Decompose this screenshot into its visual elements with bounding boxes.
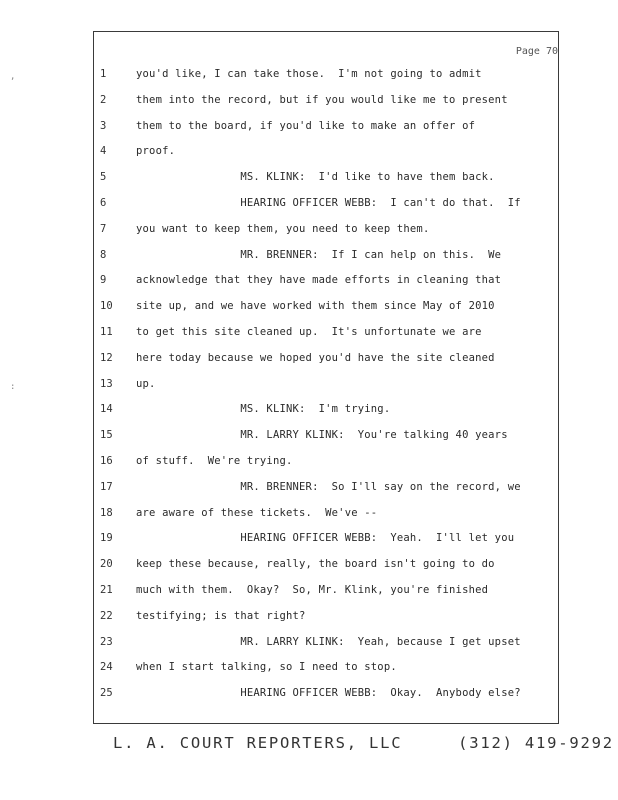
transcript-page-frame	[93, 31, 559, 724]
line-number: 17	[100, 480, 113, 493]
line-text: keep these because, really, the board isn't going to do	[136, 558, 495, 571]
line-number: 16	[100, 455, 113, 467]
line-text: much with them. Okay? So, Mr. Klink, you're finished	[136, 584, 489, 596]
transcript-line	[94, 378, 558, 398]
line-text: testifying; is that right?	[136, 609, 306, 622]
page-number-label: Page 70	[515, 46, 558, 57]
line-number: 19	[100, 532, 113, 545]
line-number: 8	[100, 248, 107, 261]
transcript-line	[94, 636, 558, 656]
line-text: MR. LARRY KLINK: Yeah, because I get upset	[136, 635, 521, 648]
line-number: 23	[100, 635, 113, 648]
transcript-line	[94, 610, 558, 630]
transcript-line	[94, 300, 558, 320]
transcript-line	[94, 145, 558, 165]
line-number: 14	[100, 403, 113, 416]
line-text: them to the board, if you'd like to make an offer of	[136, 119, 476, 132]
line-text: of stuff. We're trying.	[136, 455, 293, 467]
line-number: 12	[100, 351, 113, 364]
transcript-line	[94, 274, 558, 294]
line-number: 22	[100, 609, 113, 622]
line-text: MS. KLINK: I'd like to have them back.	[136, 171, 495, 184]
line-text: MR. LARRY KLINK: You're talking 40 years	[136, 429, 508, 442]
line-number: 1	[100, 68, 107, 80]
transcript-body	[94, 32, 558, 723]
line-number: 21	[100, 584, 113, 596]
transcript-line	[94, 429, 558, 449]
margin-mark: :	[10, 382, 16, 392]
line-text: HEARING OFFICER WEBB: I can't do that. If	[136, 197, 521, 209]
line-text: here today because we hoped you'd have the site cleaned	[136, 351, 495, 364]
line-number: 3	[100, 119, 107, 132]
transcript-line	[94, 687, 558, 707]
line-text: are aware of these tickets. We've --	[136, 506, 378, 519]
line-number: 11	[100, 326, 113, 338]
line-number: 13	[100, 377, 113, 390]
line-text: them into the record, but if you would like me to present	[136, 93, 508, 106]
transcript-line	[94, 223, 558, 243]
line-text: when I start talking, so I need to stop.	[136, 661, 397, 674]
transcript-line	[94, 403, 558, 423]
line-number: 15	[100, 429, 113, 442]
line-text: acknowledge that they have made efforts in cleaning that	[136, 274, 502, 287]
line-text: you'd like, I can take those. I'm not going to admit	[136, 68, 482, 80]
line-number: 10	[100, 300, 113, 313]
line-text: site up, and we have worked with them since May of 2010	[136, 300, 495, 313]
line-text: MR. BRENNER: So I'll say on the record, we	[136, 480, 521, 493]
line-number: 24	[100, 661, 113, 674]
transcript-line	[94, 507, 558, 527]
line-number: 18	[100, 506, 113, 519]
line-text: up.	[136, 377, 156, 390]
line-text: MS. KLINK: I'm trying.	[136, 403, 391, 416]
transcript-line	[94, 171, 558, 191]
line-text: MR. BRENNER: If I can help on this. We	[136, 248, 502, 261]
line-number: 5	[100, 171, 107, 184]
transcript-line	[94, 249, 558, 269]
transcript-line	[94, 584, 558, 604]
line-text: HEARING OFFICER WEBB: Okay. Anybody else?	[136, 687, 521, 700]
transcript-line	[94, 197, 558, 217]
line-number: 6	[100, 197, 107, 209]
line-text: HEARING OFFICER WEBB: Yeah. I'll let you	[136, 532, 515, 545]
transcript-line	[94, 532, 558, 552]
line-number: 9	[100, 274, 107, 287]
transcript-line	[94, 455, 558, 475]
margin-mark: ,	[10, 72, 16, 82]
transcript-line	[94, 352, 558, 372]
transcript-line	[94, 558, 558, 578]
transcript-line	[94, 326, 558, 346]
line-text: proof.	[136, 145, 176, 158]
transcript-line	[94, 68, 558, 88]
line-number: 20	[100, 558, 113, 571]
transcript-line	[94, 481, 558, 501]
line-number: 2	[100, 93, 107, 106]
transcript-line	[94, 661, 558, 681]
transcript-line	[94, 94, 558, 114]
line-number: 7	[100, 222, 107, 235]
line-number: 4	[100, 145, 107, 158]
line-text: you want to keep them, you need to keep them.	[136, 222, 430, 235]
line-number: 25	[100, 687, 113, 700]
court-reporter-footer: L. A. COURT REPORTERS, LLC (312) 419-9292	[113, 734, 614, 752]
transcript-line	[94, 120, 558, 140]
line-text: to get this site cleaned up. It's unfortunate we are	[136, 326, 482, 338]
